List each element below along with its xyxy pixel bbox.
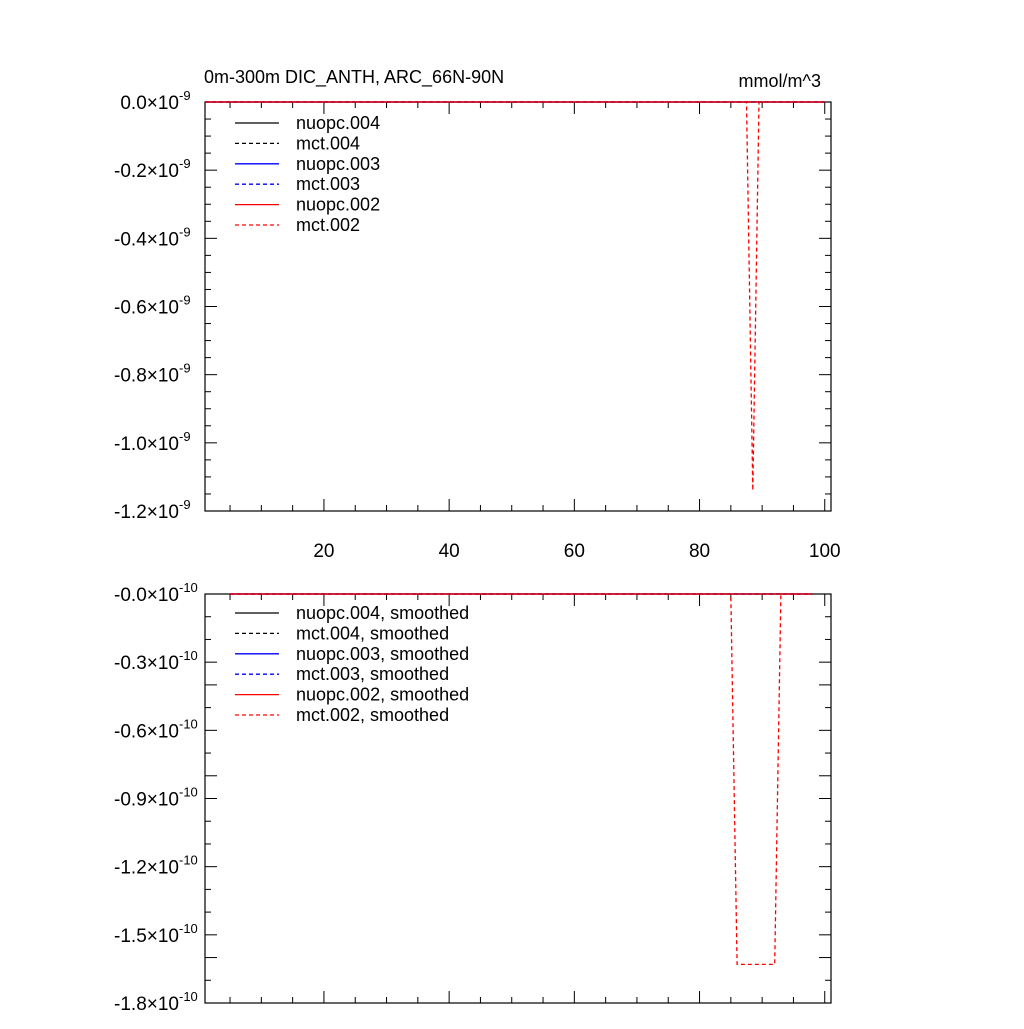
- y-tick-mantissa: -0.6×10: [114, 721, 179, 743]
- legend-label: mct.002, smoothed: [296, 705, 450, 725]
- x-tick-label: 40: [438, 541, 460, 562]
- y-tick-exponent: -10: [179, 580, 198, 595]
- y-tick-mantissa: -0.4×10: [114, 229, 179, 251]
- legend-label: mct.004: [296, 133, 361, 154]
- y-tick-exponent: -10: [179, 852, 198, 868]
- y-tick-mantissa: -1.0×10: [114, 433, 179, 455]
- x-tick-label: 100: [808, 541, 841, 562]
- y-tick-mantissa: -1.2×10: [114, 857, 179, 879]
- y-tick-exponent: -9: [179, 497, 191, 512]
- legend-label: nuopc.003, smoothed: [296, 643, 470, 664]
- x-tick-label: 80: [688, 541, 711, 562]
- legend-label: mct.003, smoothed: [296, 664, 450, 685]
- y-tick-label: [114, 366, 179, 387]
- chart-panel-2: [114, 580, 831, 1015]
- legend-label: mct.004, smoothed: [296, 623, 450, 644]
- y-tick-label: [114, 994, 179, 1015]
- legend-label: nuopc.002: [296, 194, 381, 215]
- y-tick-mantissa: -1.5×10: [114, 925, 179, 947]
- y-tick-exponent: -9: [179, 292, 191, 308]
- chart-units: mmol/m^3: [738, 71, 821, 91]
- chart-panel-1: [114, 88, 841, 562]
- legend: [235, 113, 380, 235]
- y-tick-label: [114, 502, 179, 523]
- y-tick-exponent: -9: [179, 88, 191, 103]
- x-tick-label: 20: [313, 541, 335, 562]
- y-tick-exponent: -9: [179, 360, 191, 376]
- y-tick-exponent: -9: [179, 156, 191, 172]
- y-tick-label: [114, 721, 179, 742]
- y-tick-label: [114, 434, 179, 455]
- y-tick-exponent: -10: [179, 920, 198, 936]
- y-tick-mantissa: -0.9×10: [114, 789, 179, 811]
- y-tick-mantissa: -0.8×10: [114, 365, 179, 387]
- legend-label: nuopc.004: [296, 113, 381, 133]
- y-tick-exponent: -10: [179, 716, 198, 732]
- legend-label: nuopc.003: [296, 153, 381, 174]
- y-tick-label: [114, 790, 179, 811]
- y-tick-exponent: -9: [179, 224, 191, 240]
- y-tick-label: [114, 229, 179, 250]
- y-tick-label: [114, 298, 179, 319]
- legend: [235, 603, 469, 725]
- chart-title: 0m-300m DIC_ANTH, ARC_66N-90N: [204, 67, 505, 87]
- legend-label: nuopc.004, smoothed: [296, 603, 470, 623]
- y-tick-mantissa: -1.2×10: [114, 502, 179, 523]
- y-tick-mantissa: -0.0×10: [114, 585, 179, 606]
- y-tick-label: [114, 858, 179, 879]
- x-tick-label: 60: [563, 541, 585, 562]
- legend-label: mct.002: [296, 215, 361, 235]
- y-tick-label: [114, 161, 179, 182]
- y-tick-mantissa: -0.6×10: [114, 297, 179, 319]
- y-tick-mantissa: -0.3×10: [114, 653, 179, 675]
- y-tick-mantissa: 0.0×10: [120, 93, 179, 114]
- y-tick-exponent: -9: [179, 428, 191, 444]
- y-tick-mantissa: -0.2×10: [114, 161, 179, 183]
- y-tick-label: [114, 926, 179, 947]
- y-tick-mantissa: -1.8×10: [114, 994, 179, 1015]
- y-tick-label: [114, 653, 179, 674]
- y-tick-exponent: -10: [179, 989, 198, 1004]
- y-tick-exponent: -10: [179, 648, 198, 664]
- y-tick-label: [120, 93, 179, 114]
- legend-label: mct.003: [296, 174, 361, 195]
- y-tick-exponent: -10: [179, 784, 198, 800]
- y-tick-label: [114, 585, 179, 606]
- legend-label: nuopc.002, smoothed: [296, 684, 470, 705]
